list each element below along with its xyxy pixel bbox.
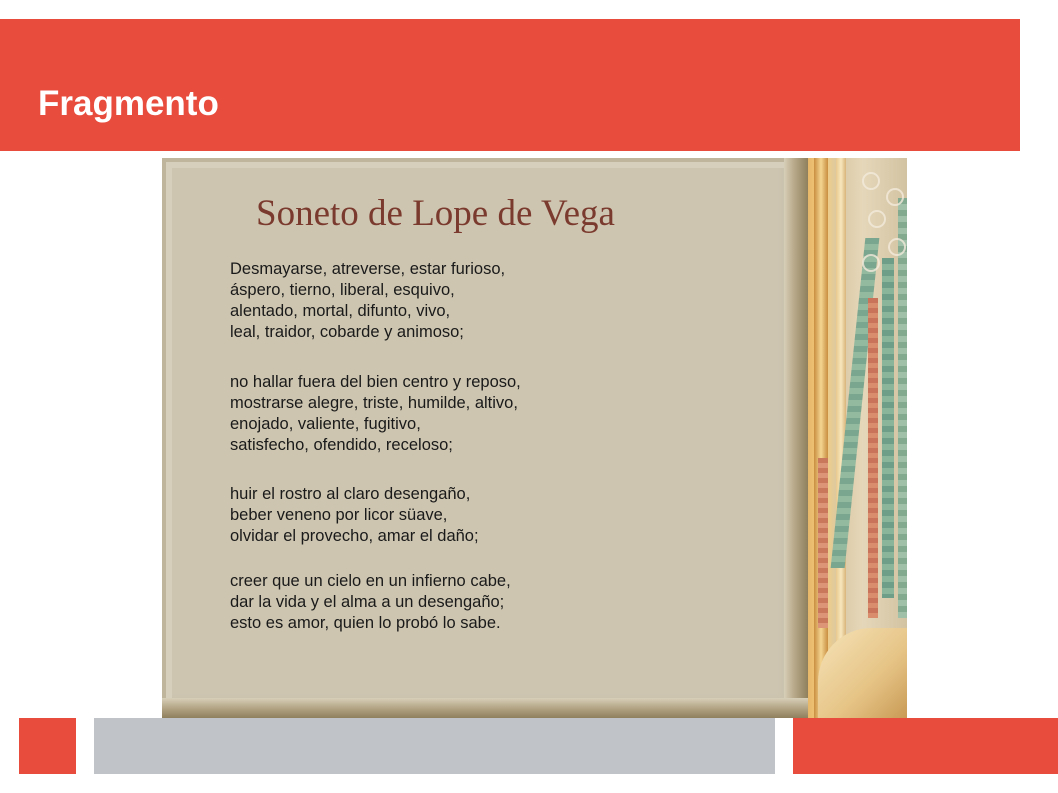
- poem-line: áspero, tierno, liberal, esquivo,: [230, 281, 455, 299]
- poem-line: olvidar el provecho, amar el daño;: [230, 527, 479, 545]
- poem-line: alentado, mortal, difunto, vivo,: [230, 302, 451, 320]
- stanza-4: [230, 571, 511, 634]
- stanza-1: [230, 259, 505, 343]
- stanza-3: [230, 484, 479, 547]
- poem-line: enojado, valiente, fugitivo,: [230, 415, 421, 433]
- curtain-stripe: [868, 298, 878, 618]
- poem-line: Desmayarse, atreverse, estar furioso,: [230, 260, 506, 278]
- poem-line: satisfecho, ofendido, receloso;: [230, 436, 453, 454]
- curtain-stripe: [898, 198, 907, 618]
- poem-line: dar la vida y el alma a un desengaño;: [230, 593, 505, 611]
- footer-band: [94, 718, 775, 774]
- footer-accent-right: [793, 718, 1058, 774]
- parchment-edge-right: [784, 158, 808, 718]
- poem-title: Soneto de Lope de Vega: [256, 193, 615, 234]
- flower-motif: [888, 238, 906, 256]
- poem-line: mostrarse alegre, triste, humilde, altivo,: [230, 394, 518, 412]
- flower-motif: [886, 188, 904, 206]
- poem-line: no hallar fuera del bien centro y reposo,: [230, 373, 521, 391]
- footer-accent-left: [19, 718, 76, 774]
- poem-line: huir el rostro al claro desengaño,: [230, 485, 471, 503]
- stanza-2: [230, 372, 521, 456]
- curtain-fold: [814, 158, 828, 718]
- flower-motif: [862, 254, 880, 272]
- poem-image: [162, 158, 907, 718]
- slide-title: Fragmento: [38, 84, 219, 123]
- poem-line: esto es amor, quien lo probó lo sabe.: [230, 614, 501, 632]
- parchment-edge-bottom: [162, 698, 808, 718]
- poem-line: creer que un cielo en un infierno cabe,: [230, 572, 511, 590]
- curtain-stripe: [882, 258, 894, 598]
- poem-line: beber veneno por licor süave,: [230, 506, 448, 524]
- flower-motif: [862, 172, 880, 190]
- poem-line: leal, traidor, cobarde y animoso;: [230, 323, 464, 341]
- flower-motif: [868, 210, 886, 228]
- curtain-stripe: [818, 458, 828, 628]
